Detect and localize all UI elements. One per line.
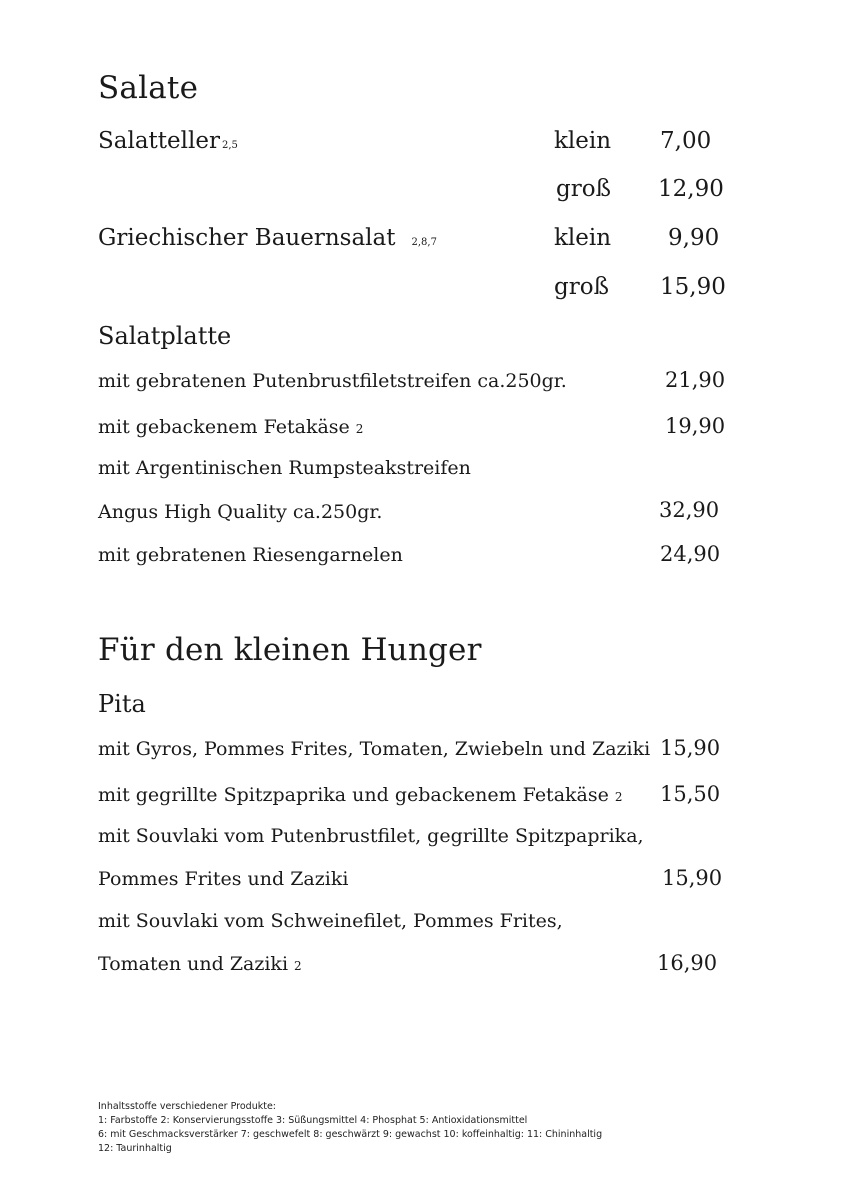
item-text: Tomaten und Zaziki — [98, 953, 289, 975]
item-text: Angus High Quality ca.250gr. — [98, 501, 383, 523]
price: 19,90 — [665, 414, 726, 438]
item-text: mit Souvlaki vom Putenbrustfilet, gegrillte Spitzpaprika, — [98, 825, 644, 847]
size-label-large: groß — [554, 274, 609, 300]
allergen-code: 2 — [614, 790, 623, 804]
price: 21,90 — [665, 368, 726, 392]
footnote-line: Inhaltsstoffe verschiedener Produkte: — [98, 1101, 276, 1112]
menu-item — [98, 457, 477, 479]
menu-item — [98, 544, 409, 566]
menu-item-bauernsalat — [98, 225, 437, 251]
menu-item — [98, 953, 302, 975]
price: 24,90 — [660, 542, 721, 566]
menu-item — [98, 825, 650, 847]
item-text: mit Souvlaki vom Schweinefilet, Pommes Frites, — [98, 910, 563, 932]
size-label-small: klein — [554, 128, 612, 154]
item-text: mit gegrillte Spitzpaprika und gebackenem Fetakäse — [98, 784, 609, 806]
allergen-code: 2 — [355, 422, 364, 436]
subsection-title-pita: Pita — [98, 690, 146, 718]
size-label-large: groß — [556, 176, 611, 202]
item-text: Pommes Frites und Zaziki — [98, 868, 349, 890]
menu-item — [98, 501, 388, 523]
menu-item — [98, 416, 363, 438]
item-name: Salatteller — [98, 128, 220, 154]
price: 15,50 — [660, 782, 721, 806]
menu-item — [98, 784, 623, 806]
price: 9,90 — [668, 225, 720, 251]
menu-item — [98, 868, 354, 890]
subsection-title-salatplatte: Salatplatte — [98, 322, 232, 350]
item-text: mit Argentinischen Rumpsteakstreifen — [98, 457, 471, 479]
menu-item — [98, 370, 573, 392]
section-title-salate: Salate — [98, 70, 199, 106]
section-title-kleiner-hunger: Für den kleinen Hunger — [98, 632, 482, 668]
item-text: mit Gyros, Pommes Frites, Tomaten, Zwiebeln und Zaziki — [98, 738, 651, 760]
price: 15,90 — [662, 866, 723, 890]
price: 32,90 — [659, 498, 720, 522]
menu-item-salatteller — [98, 128, 238, 154]
price: 15,90 — [660, 736, 721, 760]
item-text: mit gebratenen Putenbrustfiletstreifen ca.250gr. — [98, 370, 567, 392]
allergen-code: 2,8,7 — [411, 237, 437, 248]
footnote-line: 1: Farbstoffe 2: Konservierungsstoffe 3: Süßungsmittel 4: Phosphat 5: Antioxidationsmittel — [98, 1115, 528, 1126]
allergen-footnote — [98, 1100, 602, 1156]
menu-item — [98, 910, 569, 932]
price: 16,90 — [657, 951, 718, 975]
size-label-small: klein — [554, 225, 612, 251]
footnote-line: 12: Taurinhaltig — [98, 1143, 172, 1154]
item-name: Griechischer Bauernsalat — [98, 225, 396, 251]
allergen-code: 2 — [294, 959, 302, 973]
price: 15,90 — [660, 274, 726, 300]
item-text: mit gebratenen Riesengarnelen — [98, 544, 403, 566]
footnote-line: 6: mit Geschmacksverstärker 7: geschwefelt 8: geschwärzt 9: gewachst 10: koffeinhaltig: 11: Chininhaltig — [98, 1129, 603, 1140]
price: 7,00 — [660, 128, 712, 154]
allergen-code: 2,5 — [221, 140, 238, 151]
item-text: mit gebackenem Fetakäse — [98, 416, 350, 438]
price: 12,90 — [658, 176, 724, 202]
menu-item — [98, 738, 656, 760]
